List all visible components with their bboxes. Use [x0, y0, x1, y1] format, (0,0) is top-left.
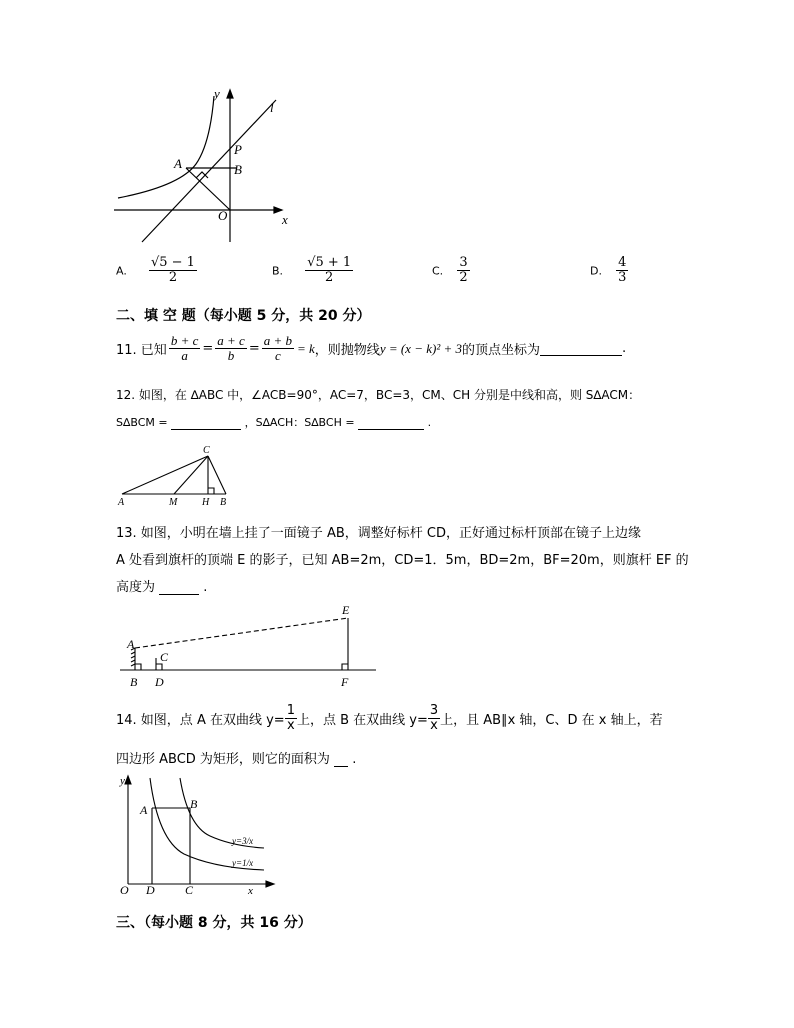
choice-b-fraction — [305, 256, 353, 286]
choice-b-denominator: 2 — [325, 270, 334, 286]
q12-fig-label-M: M — [169, 497, 178, 508]
q12-mid: ，S∆ACH：S∆BCH = — [244, 416, 355, 429]
choice-c-numerator: 3 — [459, 255, 468, 270]
choice-a[interactable] — [116, 256, 197, 286]
q11-f1-den: a — [181, 348, 188, 364]
q14-line-2-text: 四边形 ABCD 为矩形，则它的面积为 — [116, 752, 330, 767]
q14-f1-num: 1 — [286, 703, 295, 718]
figure-q13-flagpole — [118, 600, 380, 692]
choice-d[interactable] — [590, 256, 628, 286]
q14-fraction-2 — [428, 704, 440, 734]
fig1-label-B: B — [234, 162, 242, 177]
q12-fig-label-B: B — [220, 497, 227, 508]
q14-fig-curve-3: y=3/x — [232, 836, 254, 846]
q14-fig-label-C: C — [185, 883, 194, 897]
choice-d-numerator: 4 — [618, 255, 627, 270]
choice-b-numerator: √5 + 1 — [307, 255, 352, 270]
q11-eq-1: = — [202, 341, 214, 357]
q13-fig-label-F: F — [341, 675, 349, 689]
q13-fig-label-C: C — [160, 650, 169, 664]
q13-fig-label-E: E — [342, 603, 350, 617]
q13-line-3-text: 高度为 — [116, 580, 156, 595]
q12-s-bcm: S∆BCM = — [116, 416, 168, 429]
choice-d-fraction — [616, 256, 628, 286]
section-2-heading: 二、填 空 题（每小题 5 分，共 20 分） — [116, 308, 371, 324]
choice-c-fraction — [457, 256, 469, 286]
section-3-heading: 三、（每小题 8 分，共 16 分） — [116, 915, 312, 931]
q13-line-1: 13. 如图，小明在墙上挂了一面镜子 AB，调整好标杆 CD，正好通过标杆顶部在镜子上边缘 — [116, 526, 641, 541]
q11-eq-k: = k — [297, 340, 315, 356]
q11-answer-blank[interactable] — [540, 341, 622, 356]
q12-line-2 — [116, 414, 431, 430]
q13-end: . — [203, 580, 208, 595]
q11-f1-num: b + c — [170, 333, 199, 348]
q14-fig-curve-1: y=1/x — [232, 858, 254, 868]
fig1-label-x: x — [282, 212, 288, 227]
q11-f3-num: a + b — [263, 333, 292, 348]
q12-answer-blank-1[interactable] — [171, 415, 241, 430]
q14-answer-blank[interactable] — [334, 752, 348, 767]
fig1-label-y: y — [214, 86, 220, 101]
q11-prefix: 11. 已知 — [116, 343, 167, 359]
figure-1-graph — [110, 86, 300, 246]
q14-fig-label-x: x — [248, 885, 253, 897]
q11-fraction-1 — [169, 334, 201, 364]
q14-fig-label-B: B — [190, 797, 198, 811]
fig1-label-O: O — [218, 208, 228, 223]
q14-end: . — [352, 752, 357, 767]
q13-fig-label-D: D — [155, 675, 164, 689]
q11-fraction-2 — [215, 334, 247, 364]
q12-fig-label-C: C — [203, 445, 210, 456]
choice-c-denominator: 2 — [459, 270, 468, 286]
q11-eq-2: = — [248, 341, 260, 357]
fig1-label-A: A — [174, 156, 182, 171]
q11-formula: y = (x − k)² + 3 — [379, 340, 462, 356]
figure-q12-triangle — [114, 442, 244, 508]
q13-line-2: A 处看到旗杆的顶端 E 的影子，已知 AB=2m，CD=1．5m，BD=2m，BF=20m，则旗杆 EF 的 — [116, 553, 689, 568]
choice-a-fraction — [149, 256, 197, 286]
choice-a-label: A. — [116, 264, 127, 278]
q11-f3-den: c — [274, 348, 281, 364]
q14-f2-num: 3 — [429, 703, 439, 718]
q14-fig-label-y: y — [120, 775, 125, 787]
q14-p3: 上，且 AB∥x 轴，C、D 在 x 轴上，若 — [440, 713, 663, 729]
q12-end: . — [427, 416, 432, 429]
q11-mid: ，则抛物线 — [314, 343, 380, 359]
q13-line-3 — [116, 576, 207, 595]
q13-fig-label-A: A — [127, 637, 135, 651]
q13-answer-blank[interactable] — [159, 580, 199, 595]
q14-fig-label-D: D — [146, 883, 155, 897]
q11-fraction-3 — [262, 334, 294, 364]
q11-suffix: 的顶点坐标为 — [462, 343, 541, 359]
q12-answer-blank-2[interactable] — [358, 415, 424, 430]
q14-p1: 14. 如图，点 A 在双曲线 y= — [116, 713, 285, 729]
choice-c-label: C. — [432, 264, 444, 278]
choice-d-label: D. — [590, 264, 602, 278]
q14-p2: 上，点 B 在双曲线 y= — [296, 713, 428, 729]
q14-fig-label-A: A — [140, 803, 148, 817]
choice-b-label: B. — [272, 264, 284, 278]
q12-fig-label-A: A — [118, 497, 125, 508]
choice-d-denominator: 3 — [618, 270, 627, 286]
q11-f2-den: b — [227, 348, 235, 364]
figure-q14-hyperbolas — [114, 770, 282, 898]
q12-fig-label-H: H — [202, 497, 210, 508]
q14-fraction-1 — [285, 704, 297, 734]
fig1-label-P: P — [234, 142, 242, 157]
q14-line-2 — [116, 748, 356, 767]
choice-a-denominator: 2 — [168, 270, 178, 286]
q11-end: . — [622, 341, 627, 357]
question-11 — [116, 334, 626, 364]
q13-fig-label-B: B — [130, 675, 138, 689]
q12-line-1: 12. 如图，在 ∆ABC 中，∠ACB=90°，AC=7，BC=3，CM、CH 分别是中线和高，则 S∆ACM： — [116, 388, 641, 402]
choice-a-numerator: √5 − 1 — [150, 255, 195, 270]
q14-fig-label-O: O — [120, 883, 129, 897]
q11-f2-num: a + c — [217, 333, 245, 348]
choice-b[interactable] — [272, 256, 353, 286]
q14-f1-den: x — [286, 718, 295, 734]
fig1-label-l: l — [270, 100, 274, 115]
choice-c[interactable] — [432, 256, 470, 286]
q14-f2-den: x — [430, 718, 438, 734]
question-14-line-1 — [116, 704, 663, 734]
